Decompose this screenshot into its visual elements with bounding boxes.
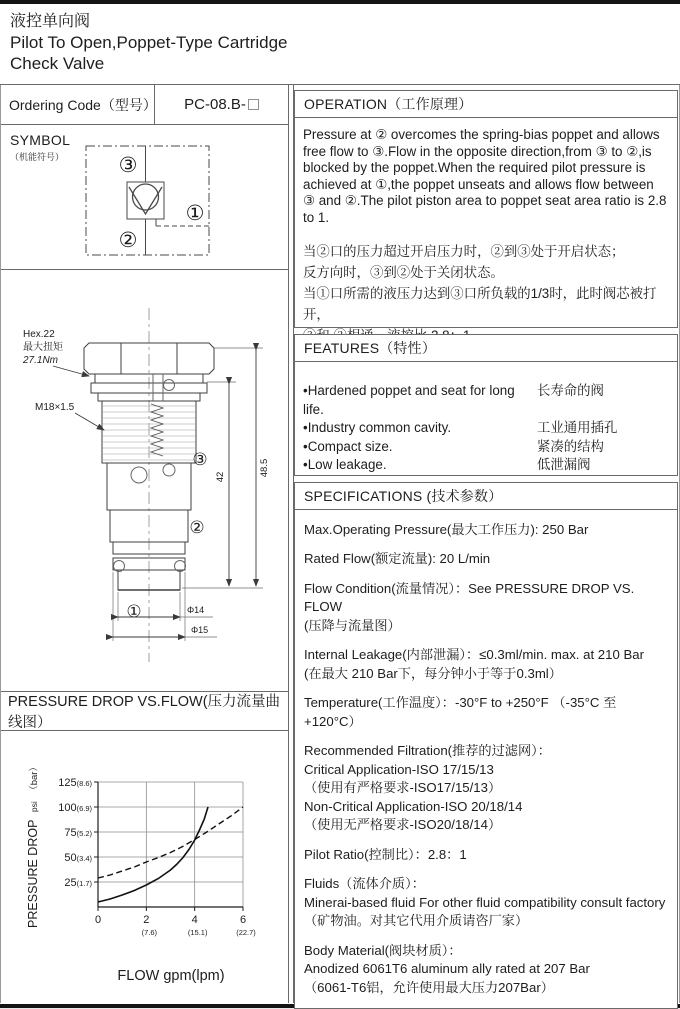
feature-text-zh: 长寿命的阀 — [537, 382, 669, 419]
ordering-code-blank-box — [248, 99, 259, 110]
ordering-code-label: Ordering Code（型号） — [1, 85, 155, 124]
chart-y-axis-label — [24, 762, 41, 928]
spec-item — [304, 742, 669, 835]
hex-note-line1: Hex.22 — [23, 329, 55, 340]
page-title-en-line2: Check Valve — [10, 53, 680, 74]
feature-text-en: •Low leakage. — [303, 456, 537, 475]
spec-item — [304, 521, 669, 540]
features-heading: FEATURES（特性） — [295, 335, 677, 362]
feature-text-en: •Hardened poppet and seat for long life. — [303, 382, 537, 419]
feature-text-en: •Compact size. — [303, 438, 537, 457]
dim-dia15-label: Φ15 — [191, 625, 208, 635]
y-tick-label: 100(6.9) — [58, 802, 92, 814]
spec-item — [304, 580, 669, 636]
feature-text-zh: 低泄漏阀 — [537, 456, 669, 475]
spec-line: （矿物油。对其它代用介质请咨厂家） — [304, 912, 669, 931]
ordering-code-text: PC-08.B- — [184, 96, 246, 113]
pressure-chart-section — [1, 731, 288, 1003]
operation-line-zh: 反方向时，③到②处于关闭状态。 — [303, 262, 669, 283]
dim-42-label: 42 — [215, 472, 226, 483]
y-tick-label: 25(1.7) — [64, 877, 92, 889]
main-area — [0, 85, 680, 1003]
x-tick-sublabel: (22.7) — [236, 928, 256, 937]
specifications-heading: SPECIFICATIONS (技术参数） — [295, 483, 677, 510]
y-tick-label: 75(5.2) — [64, 827, 92, 839]
symbol-section — [1, 125, 288, 270]
spec-line: Flow Condition(流量情况）：See PRESSURE DROP VS. FLOW — [304, 580, 669, 617]
y-tick-label: 125(8.6) — [58, 777, 92, 789]
x-tick-sublabel: (7.6) — [142, 928, 158, 937]
symbol-port-3-label: ③ — [119, 154, 138, 177]
x-tick-label: 0 — [95, 914, 101, 926]
drawing-port-1-label: ① — [126, 602, 141, 621]
spec-line: Non-Critical Application-ISO 20/18/14 — [304, 798, 669, 817]
spec-line: （6061-T6铝，允许使用最大压力207Bar） — [304, 979, 669, 998]
left-column — [1, 85, 289, 1003]
valve-cross-section-drawing — [1, 270, 289, 692]
operation-heading: OPERATION（工作原理） — [295, 91, 677, 118]
spec-line: Rated Flow(额定流量): 20 L/min — [304, 550, 669, 569]
chart-curve-solid — [98, 807, 208, 902]
page-title-en-line1: Pilot To Open,Poppet-Type Cartridge — [10, 32, 680, 53]
spec-line: Anodized 6061T6 aluminum ally rated at 207 Bar — [304, 960, 669, 979]
x-tick-label: 4 — [192, 914, 198, 926]
hex-note-line2: 最大扭矩 — [23, 340, 63, 353]
feature-text-zh: 工业通用插孔 — [537, 419, 669, 438]
spec-line: （使用无严格要求-ISO20/18/14） — [304, 816, 669, 835]
operation-paragraph-en: Pressure at ② overcomes the spring-bias poppet and allows free flow to ③.Flow in the opposite direction,from ③ to ②,is blocked by the poppet.When the required pilot pressure is achieved at ①,the poppet unseats and allows flow between ③ and ②.The pilot piston area to poppet seat area ratio is 2.8 to 1. — [303, 127, 669, 227]
valve-drawing-section — [1, 270, 288, 692]
spec-item — [304, 846, 669, 865]
right-column — [294, 85, 679, 1003]
thread-note: M18×1.5 — [35, 402, 75, 413]
chart-x-axis-label: FLOW gpm(lpm) — [117, 968, 224, 984]
feature-text-en: •Industry common cavity. — [303, 419, 537, 438]
operation-section — [294, 90, 678, 328]
symbol-port-2-label: ② — [119, 229, 138, 252]
x-tick-label: 6 — [240, 914, 246, 926]
y-tick-label: 50(3.4) — [64, 852, 92, 864]
feature-item — [303, 438, 669, 457]
symbol-heading: SYMBOL — [10, 132, 70, 148]
symbol-heading-zh: （机能符号） — [10, 150, 64, 163]
operation-paragraph-zh — [303, 241, 669, 346]
spec-line: Critical Application-ISO 17/15/13 — [304, 761, 669, 780]
feature-item — [303, 419, 669, 438]
symbol-poppet-ball — [133, 184, 159, 210]
drawing-port-2-label: ② — [189, 518, 204, 537]
hex-note-line3: 27.1Nm — [22, 355, 58, 366]
symbol-port-1-label: ① — [186, 202, 205, 225]
spec-item — [304, 550, 669, 569]
x-tick-sublabel: (15.1) — [188, 928, 208, 937]
hydraulic-symbol-diagram — [1, 125, 289, 270]
features-list — [295, 362, 677, 475]
operation-line-zh: 当①口所需的液压力达到③口所负载的1/3时，此时阀芯被打开， — [303, 283, 669, 325]
y-label-main: PRESSURE DROP — [26, 820, 40, 928]
spec-line: Minerai-based fluid For other fluid compatibility consult factory — [304, 894, 669, 913]
dim-48-5-label: 48.5 — [259, 459, 270, 478]
ordering-code-row — [1, 85, 288, 125]
page-title-zh: 液控单向阀 — [10, 11, 680, 32]
specifications-section — [294, 482, 678, 1009]
thread-leader-arrow — [75, 413, 104, 430]
spec-item — [304, 875, 669, 931]
pressure-chart-heading: PRESSURE DROP VS.FLOW(压力流量曲线图） — [1, 692, 288, 731]
spec-line: Temperature(工作温度）：-30°F to +250°F （-35°C 至 +120°C） — [304, 694, 669, 731]
spec-item — [304, 694, 669, 731]
drawing-port-3-label: ③ — [192, 450, 207, 469]
feature-item — [303, 382, 669, 419]
spec-item — [304, 942, 669, 998]
chart-curve-dashed — [98, 807, 243, 878]
specifications-list — [295, 510, 677, 998]
pressure-drop-vs-flow-chart — [1, 731, 289, 1003]
spec-line: Internal Leakage(内部泄漏）：≤0.3ml/min. max. at 210 Bar — [304, 646, 669, 665]
spec-line: (在最大 210 Bar下，每分钟小于等于0.3ml） — [304, 665, 669, 684]
spec-line: Body Material(阀块材质）： — [304, 942, 669, 961]
x-tick-label: 2 — [143, 914, 149, 926]
ordering-code-value — [155, 85, 288, 124]
features-section — [294, 334, 678, 476]
dim-dia14-label: Φ14 — [187, 605, 204, 615]
spec-item — [304, 646, 669, 683]
feature-item — [303, 456, 669, 475]
y-label-unit: psi — [29, 801, 39, 812]
spec-line: Fluids（流体介质）： — [304, 875, 669, 894]
operation-body — [295, 118, 677, 346]
spec-line: (压降与流量图） — [304, 617, 669, 636]
spec-line: （使用有严格要求-ISO17/15/13） — [304, 779, 669, 798]
y-label-unit2: （bar） — [29, 762, 40, 795]
feature-text-zh: 紧凑的结构 — [537, 438, 669, 457]
operation-line-zh: 当②口的压力超过开启压力时，②到③处于开启状态； — [303, 241, 669, 262]
spec-line: Max.Operating Pressure(最大工作压力): 250 Bar — [304, 521, 669, 540]
spec-line: Pilot Ratio(控制比）：2.8：1 — [304, 846, 669, 865]
page-header — [0, 4, 680, 85]
spec-line: Recommended Filtration(推荐的过滤网）： — [304, 742, 669, 761]
